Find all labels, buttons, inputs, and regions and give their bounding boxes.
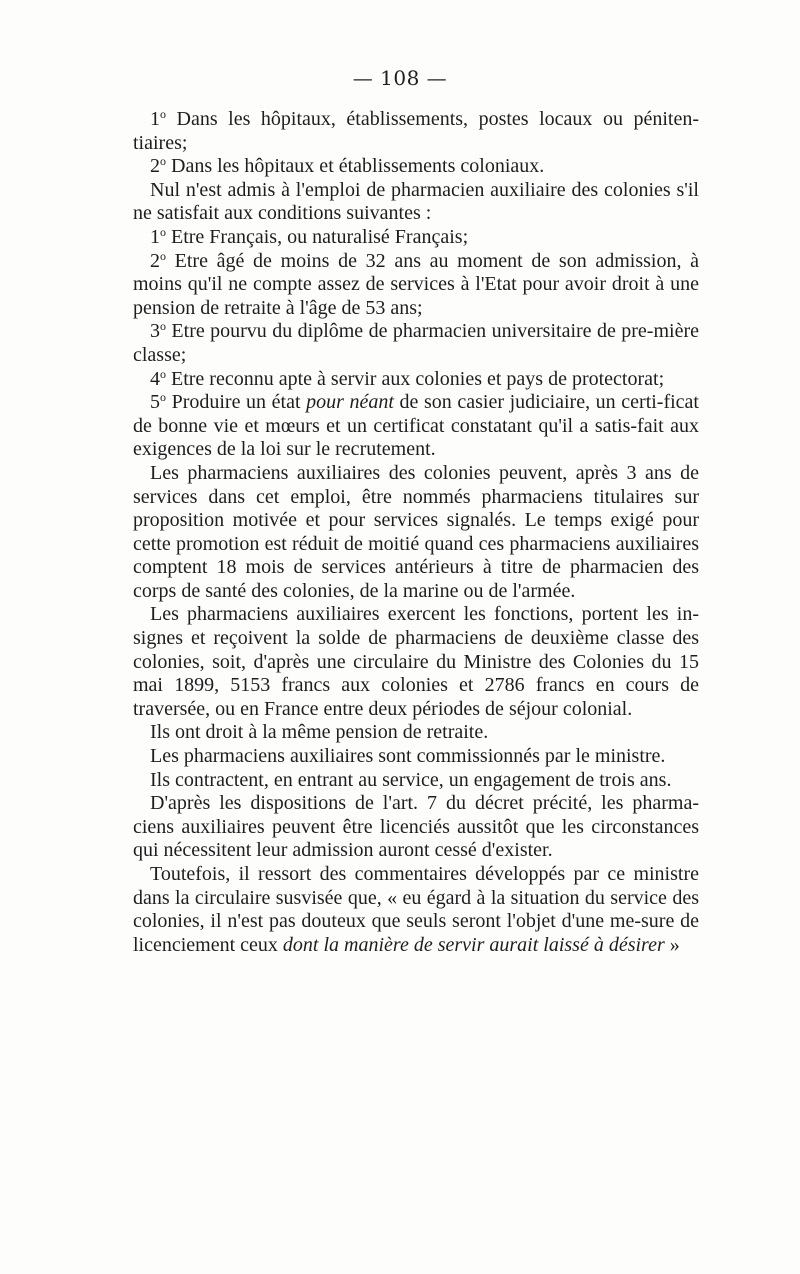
paragraph-commission bbox=[133, 745, 699, 769]
paragraph-text: Etre pourvu du diplôme de pharmacien universitaire de pre-mière classe; bbox=[133, 320, 699, 366]
paragraph-text: Dans les hôpitaux et établissements coloniaux. bbox=[166, 155, 545, 178]
item-number: 5 bbox=[150, 391, 160, 414]
ordinal-mark: o bbox=[160, 390, 166, 405]
paragraph-text: Nul n'est admis à l'emploi de pharmacien auxiliaire des colonies s'il ne satisfait aux conditions suivantes : bbox=[133, 178, 699, 225]
paragraph-text: » bbox=[664, 933, 680, 956]
paragraph-text: Les pharmaciens auxiliaires sont commissionnés par le ministre. bbox=[150, 745, 666, 768]
paragraph-condition-3 bbox=[133, 320, 699, 367]
ordinal-mark: o bbox=[160, 154, 166, 169]
paragraph-text: Etre Français, ou naturalisé Français; bbox=[166, 225, 469, 248]
item-number: 4 bbox=[150, 367, 160, 390]
item-number: 3 bbox=[150, 320, 160, 343]
paragraph-text: D'après les dispositions de l'art. 7 du décret précité, les pharma-ciens auxiliaires peuvent être licenciés aussitôt que les circonstances qui nécessitent leur admission auront cessé d'exister. bbox=[133, 792, 699, 862]
ordinal-mark: o bbox=[160, 224, 166, 239]
italic-text: pour néant bbox=[306, 391, 394, 414]
paragraph-engagement bbox=[133, 769, 699, 793]
italic-text: dont la manière de servir aurait laissé à désirer bbox=[282, 933, 665, 956]
paragraph-item-2 bbox=[133, 155, 699, 179]
ordinal-mark: o bbox=[160, 319, 166, 334]
item-number: 2 bbox=[150, 155, 160, 178]
paragraph-text: Ils ont droit à la même pension de retraite. bbox=[150, 721, 489, 744]
item-number: 1 bbox=[150, 225, 160, 248]
paragraph-text: Les pharmaciens auxiliaires exercent les fonctions, portent les in-signes et reçoivent la solde de pharmaciens de deuxième classe des colonies, soit, d'après une circulaire du Ministre des Colonies du 15 mai 1899, 5153 francs aux colonies et 2786 francs en cours de traversée, ou en France entre deux périodes de séjour colonial. bbox=[133, 603, 699, 720]
ordinal-mark: o bbox=[160, 248, 166, 263]
paragraph-text: Dans les hôpitaux, établissements, postes locaux ou péniten-tiaires; bbox=[133, 108, 699, 154]
item-number: 1 bbox=[150, 108, 160, 130]
paragraph-condition-5 bbox=[133, 391, 699, 462]
paragraph-licensing bbox=[133, 792, 699, 863]
paragraph-functions bbox=[133, 603, 699, 721]
ordinal-mark: o bbox=[160, 366, 166, 381]
page-number: — 108 — bbox=[352, 66, 448, 90]
paragraph-text: Toutefois, il ressort des commentaires développés par ce ministre dans la circulaire susvisée que, « eu égard à la situation du service des colonies, il n'est pas douteux que seuls seront l'objet d'une me-sure de licenciement ceux bbox=[133, 863, 699, 956]
paragraph-text: Etre reconnu apte à servir aux colonies et pays de protectorat; bbox=[166, 367, 665, 390]
paragraph-pension bbox=[133, 721, 699, 745]
paragraph-text: Etre âgé de moins de 32 ans au moment de son admission, à moins qu'il ne compte assez de services à l'Etat pour avoir droit à une pension de retraite à l'âge de 53 ans; bbox=[133, 249, 699, 319]
ordinal-mark: o bbox=[160, 107, 166, 121]
paragraph-conditions-intro bbox=[133, 179, 699, 226]
item-number: 2 bbox=[150, 249, 160, 272]
body-text bbox=[133, 108, 699, 957]
paragraph-circular bbox=[133, 863, 699, 957]
paragraph-condition-2 bbox=[133, 250, 699, 321]
paragraph-text: de son casier judiciaire, un certi-ficat de bonne vie et mœurs et un certificat constatant qu'il a satis-fait aux exigences de la loi sur le recrutement. bbox=[133, 391, 699, 461]
paragraph-text: Produire un état bbox=[166, 391, 307, 414]
paragraph-text: Les pharmaciens auxiliaires des colonies peuvent, après 3 ans de services dans cet emploi, être nommés pharmaciens titulaires sur proposition motivée et pour services signalés. Le temps exigé pour cette promotion est réduit de moitié quand ces pharmaciens auxiliaires comptent 18 mois de services antérieurs à titre de pharmacien des corps de santé des colonies, de la marine ou de l'armée. bbox=[133, 461, 699, 602]
paragraph-item-1 bbox=[133, 108, 699, 155]
paragraph-text: Ils contractent, en entrant au service, un engagement de trois ans. bbox=[150, 768, 672, 791]
paragraph-condition-4 bbox=[133, 368, 699, 392]
paragraph-promotion bbox=[133, 462, 699, 604]
paragraph-condition-1 bbox=[133, 226, 699, 250]
